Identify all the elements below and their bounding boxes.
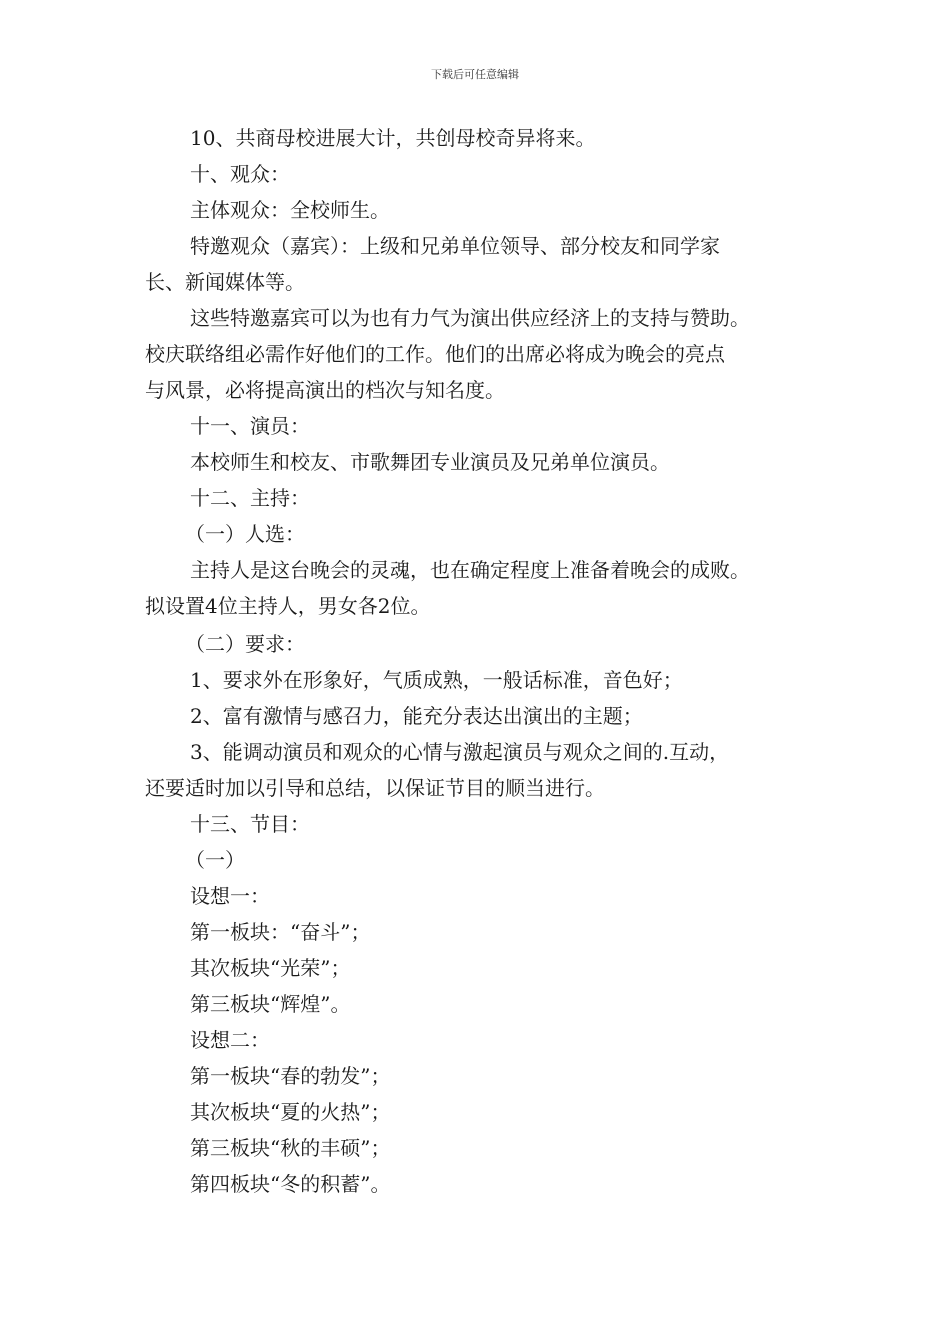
paragraph-line: 主体观众：全校师生。 <box>190 198 390 222</box>
list-item: 第三板块“辉煌”。 <box>190 992 351 1016</box>
paragraph-line: 还要适时加以引导和总结，以保证节目的顺当进行。 <box>145 776 605 800</box>
list-item: 第四板块“冬的积蓄”。 <box>190 1172 391 1196</box>
subheading-selection: （一）人选： <box>185 522 305 546</box>
list-item: 第一板块：“奋斗”； <box>190 920 371 944</box>
list-item: 3、能调动演员和观众的心情与激起演员与观众之间的.互动， <box>190 740 730 764</box>
paragraph-line: 主持人是这台晚会的灵魂，也在确定程度上准备着晚会的成败。 <box>190 558 750 582</box>
list-item: 第三板块“秋的丰硕”； <box>190 1136 391 1160</box>
subheading-requirements: （二）要求： <box>185 632 305 656</box>
list-item: 1、要求外在形象好，气质成熟，一般话标准，音色好； <box>190 668 683 692</box>
paragraph-line: 本校师生和校友、市歌舞团专业演员及兄弟单位演员。 <box>190 450 670 474</box>
paragraph-line: 与风景，必将提高演出的档次与知名度。 <box>145 378 505 402</box>
list-item: 设想一： <box>190 884 270 908</box>
paragraph-line: 拟设置4位主持人，男女各2位。 <box>145 594 431 618</box>
paragraph-line: 长、新闻媒体等。 <box>145 270 305 294</box>
document-body <box>145 120 825 1202</box>
list-item: 设想二： <box>190 1028 270 1052</box>
paragraph-line: 这些特邀嘉宾可以为也有力气为演出供应经济上的支持与赞助。 <box>190 306 750 330</box>
list-item: 第一板块“春的勃发”； <box>190 1064 391 1088</box>
section-heading-audience: 十、观众： <box>190 162 290 186</box>
paragraph-line: 10、共商母校进展大计，共创母校奇异将来。 <box>190 126 596 150</box>
list-item: 其次板块“光荣”； <box>190 956 351 980</box>
section-heading-hosts: 十二、主持： <box>190 486 310 510</box>
subheading-one: （一） <box>185 848 245 872</box>
paragraph-line: 校庆联络组必需作好他们的工作。他们的出席必将成为晚会的亮点 <box>145 342 725 366</box>
list-item: 其次板块“夏的火热”； <box>190 1100 391 1124</box>
section-heading-performers: 十一、演员： <box>190 414 310 438</box>
paragraph-line: 特邀观众（嘉宾）：上级和兄弟单位领导、部分校友和同学家 <box>190 234 720 258</box>
section-heading-program: 十三、节目： <box>190 812 310 836</box>
list-item: 2、富有激情与感召力，能充分表达出演出的主题； <box>190 704 643 728</box>
page-header-note: 下载后可任意编辑 <box>431 68 519 81</box>
